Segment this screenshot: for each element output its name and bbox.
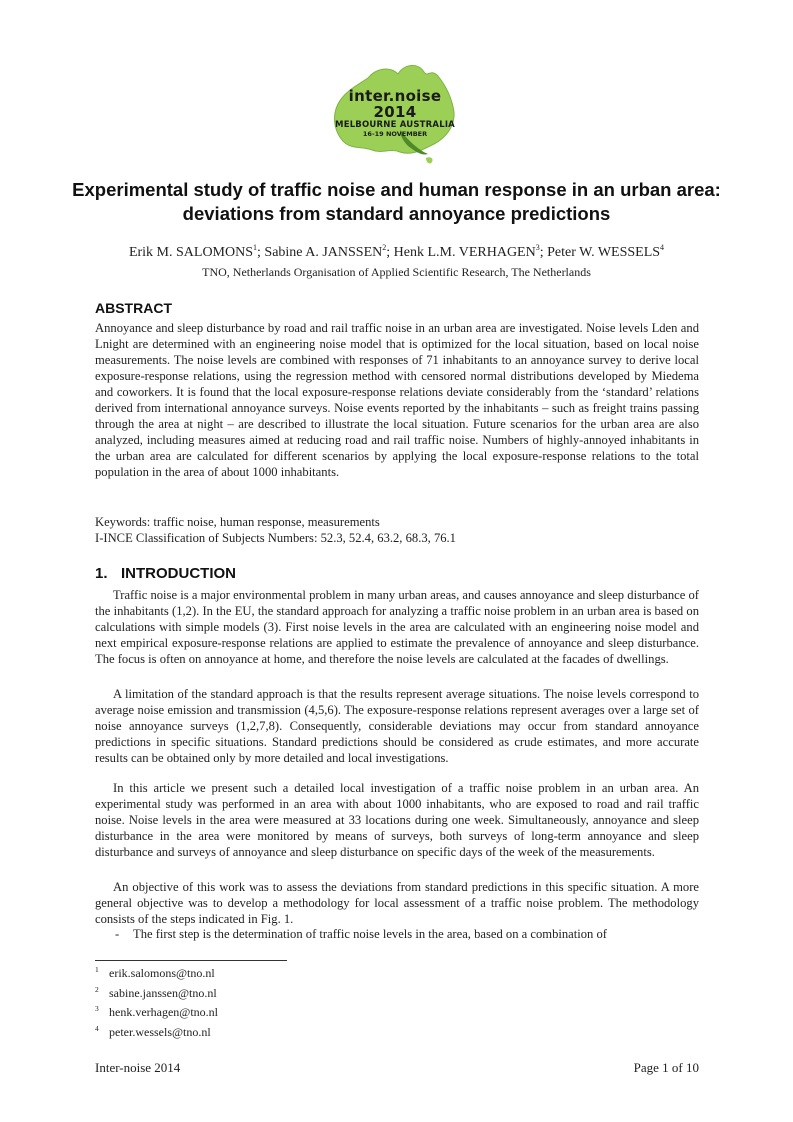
abstract-heading: ABSTRACT xyxy=(95,300,172,316)
list-item-text: The first step is the determination of traffic noise levels in the area, based on a combination of xyxy=(133,927,607,941)
footnote xyxy=(95,1001,218,1021)
footnote-email: erik.salomons@tno.nl xyxy=(109,966,215,980)
author-mark: 2 xyxy=(382,243,387,252)
list-dash: - xyxy=(115,927,120,941)
intro-paragraph-2: A limitation of the standard approach is that the results represent average situations. The noise levels correspond to average noise emission and transmission (4,5,6). The exposure-response relations represent averages over a large set of noise annoyance surveys (1,2,7,8). Consequently, considerable deviations may occur from standard annoyance predictions in specific situations. Standard predictions should be considered as crude estimates, and more accurate results can be obtained only by more detailed and local investigations. xyxy=(95,687,699,765)
footnote xyxy=(95,1021,218,1041)
author-name: Sabine A. JANSSEN xyxy=(264,245,383,260)
footnote-rule xyxy=(95,960,287,961)
list-item xyxy=(95,926,699,942)
tasmania-shape xyxy=(426,157,433,163)
abstract-text: Annoyance and sleep disturbance by road and rail traffic noise in an urban area are investigated. Noise levels Lden and Lnight are determined with an engineering noise model that is optimized for the local situation, based on local noise measurements. The noise levels are combined with responses of 71 inhabitants to an annoyance survey to derive local exposure-response relations, using the regression method with censored normal distributions developed by Miedema and coworkers. It is found that the local exposure-response relations deviate considerably from the ‘standard’ relations derived from international annoyance surveys. Noise events reported by the inhabitants – such as freight trains passing through the area at night – are described to illustrate the local situation. Future scenarios for the urban area are also analyzed, including measures aimed at reducing road and rail traffic noise. Numbers of highly-annoyed inhabitants in the urban area are calculated for different scenarios by applying the local exposure-response relations to the total population in the area of about 1000 inhabitants. xyxy=(95,321,699,479)
author-name: Henk L.M. VERHAGEN xyxy=(393,245,536,260)
classification: I-INCE Classification of Subjects Numbers: 52.3, 52.4, 63.2, 68.3, 76.1 xyxy=(95,531,456,545)
keywords: Keywords: traffic noise, human response, measurements xyxy=(95,515,380,529)
intro-paragraph-4: An objective of this work was to assess the deviations from standard predictions in this specific situation. A more general objective was to develop a methodology for local assessment of a traffic noise problem. The methodology consists of the steps indicated in Fig. 1. xyxy=(95,880,699,926)
affiliation: TNO, Netherlands Organisation of Applied Scientific Research, The Netherlands xyxy=(202,265,591,279)
section-number: 1. xyxy=(95,565,108,582)
logo-subtitle: MELBOURNE AUSTRALIA xyxy=(335,120,455,130)
footnote-mark: 1 xyxy=(95,965,99,974)
footnotes xyxy=(95,962,218,1040)
footnote-email: henk.verhagen@tno.nl xyxy=(109,1005,219,1019)
author-name: Erik M. SALOMONS xyxy=(128,245,254,260)
author-mark: 1 xyxy=(253,243,258,252)
footnote-mark: 3 xyxy=(95,1004,99,1013)
logo-dates: 16-19 NOVEMBER xyxy=(362,130,428,138)
footer-page-number: Page 1 of 10 xyxy=(633,1060,699,1075)
section-heading xyxy=(95,565,236,582)
author-mark: 4 xyxy=(660,243,665,252)
logo-text xyxy=(335,88,455,138)
footnote-email: sabine.janssen@tno.nl xyxy=(109,985,217,1000)
intro-paragraph-1: Traffic noise is a major environmental problem in many urban areas, and causes annoyance and sleep disturbance of the inhabitants (1,2). In the EU, the standard approach for analyzing a traffic noise problem in an urban area is based on calculations with simple models (3). First noise levels in the area are calculated with an engineering noise model and next empirical exposure-response relations are applied to estimate the prevalence of annoyance and sleep disturbance. The focus is often on annoyance at home, and therefore the noise levels are calculated at the facades of dwellings. xyxy=(95,588,699,666)
footnote xyxy=(95,982,218,1002)
intro-paragraph-3: In this article we present such a detailed local investigation of a traffic noise problem in an urban area. An experimental study was performed in an area with about 1000 inhabitants, who are exposed to road and rail traffic noise. Noise levels in the area were measured at 33 locations during one week. Simultaneously, annoyance and sleep disturbance in the area were monitored by means of surveys, both surveys of long-term annoyance and sleep disturbance and surveys of annoyance and sleep disturbance on specific days of the week of the measurements. xyxy=(95,781,699,859)
logo-title: inter.noise 2014 xyxy=(348,87,442,121)
author-name: Peter W. WESSELS xyxy=(547,245,661,260)
footnote-email: peter.wessels@tno.nl xyxy=(109,1024,211,1039)
author-mark: 3 xyxy=(535,243,540,252)
footnote xyxy=(95,962,218,982)
footnote-mark: 4 xyxy=(95,1023,99,1033)
footer-conference: Inter-noise 2014 xyxy=(95,1060,181,1075)
author-list: Erik M. SALOMONS$^1$; Sabine A. JANSSEN$^2$; Henk L.M. VERHAGEN$^3$; Peter W. WESSELS$^4$ xyxy=(128,243,665,260)
paper-title: Experimental study of traffic noise and human response in an urban area: deviations from standard annoyance predictions xyxy=(72,179,721,224)
footnote-mark: 2 xyxy=(95,984,99,994)
section-title: INTRODUCTION xyxy=(121,565,236,582)
